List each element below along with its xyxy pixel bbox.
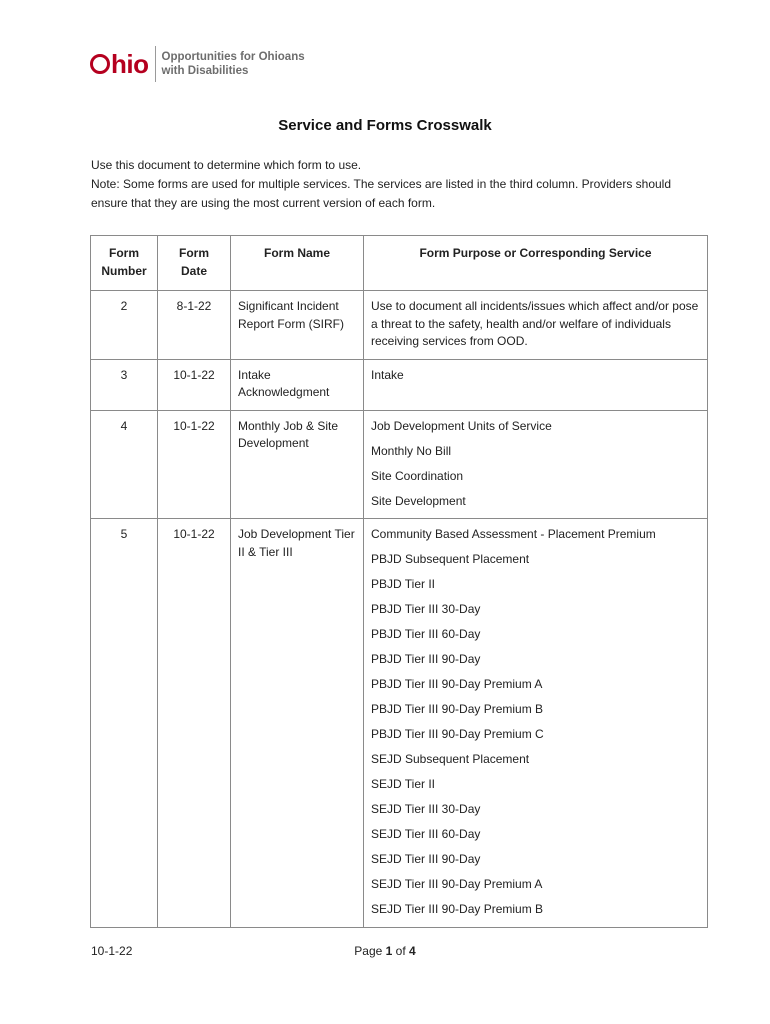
service-item: SEJD Tier III 30-Day [371,802,481,816]
service-item: Job Development Units of Service [371,418,552,433]
service-item: PBJD Tier III 90-Day Premium B [371,702,544,716]
ohio-wordmark [90,51,149,77]
cell-form-date: 10-1-22 [158,410,231,519]
service-item: PBJD Tier III 90-Day [371,652,481,666]
header-form-purpose: Form Purpose or Corresponding Service [364,236,708,291]
cell-form-name: Monthly Job & Site Development [231,410,364,519]
ohio-o-ring-icon [90,54,110,74]
cell-form-number: 5 [91,519,158,928]
service-item: Site Coordination [371,468,464,483]
service-item: SEJD Tier III 90-Day Premium A [371,877,543,891]
service-item: SEJD Tier III 60-Day [371,827,481,841]
footer-date: 10-1-22 [91,944,133,958]
service-item: Use to document all incidents/issues which affect and/or pose a threat to the safety, health and/or welfare of individuals receiving services from OOD. [371,299,699,348]
service-item: Monthly No Bill [371,443,452,458]
service-item: Community Based Assessment - Placement Premium [371,527,656,541]
service-item: SEJD Tier III 90-Day [371,852,481,866]
service-item: PBJD Tier III 30-Day [371,602,481,616]
cell-form-number: 3 [91,359,158,410]
cell-form-purpose [364,291,708,360]
service-item: Site Development [371,493,466,508]
header-form-name: Form Name [231,236,364,291]
table-row [91,410,708,519]
ohio-wordmark-text: hio [111,49,149,79]
service-item: PBJD Tier III 90-Day Premium C [371,727,544,741]
page-word: Page [354,944,383,958]
logo-tagline [162,50,305,78]
page-title: Service and Forms Crosswalk [278,117,492,134]
intro-text [91,156,711,213]
intro-line-2: Note: Some forms are used for multiple services. The services are listed in the third column. Providers should ensure that they are using the most current version of each form. [91,177,672,210]
cell-form-purpose [364,410,708,519]
table-row [91,359,708,410]
ohio-ood-logo [90,44,305,84]
service-item: PBJD Tier II [371,577,436,591]
service-item: SEJD Tier II [371,777,436,791]
page-total: 4 [409,944,416,958]
page-of: of [395,944,406,958]
cell-form-date: 10-1-22 [158,519,231,928]
cell-form-name: Job Development Tier II & Tier III [231,519,364,928]
service-item: Intake [371,367,404,382]
header-form-number: Form Number [91,236,158,291]
service-item: SEJD Tier III 90-Day Premium B [371,902,544,916]
cell-form-number: 4 [91,410,158,519]
service-item: PBJD Tier III 60-Day [371,627,481,641]
crosswalk-table [90,235,708,928]
tagline-line-2: with Disabilities [161,65,249,77]
cell-form-purpose [364,519,708,928]
table-header-row [91,236,708,291]
cell-form-name: Significant Incident Report Form (SIRF) [231,291,364,360]
header-form-date: Form Date [158,236,231,291]
cell-form-number: 2 [91,291,158,360]
logo-divider [155,46,156,82]
footer-page-number [0,944,770,958]
table-row [91,519,708,928]
service-item: SEJD Subsequent Placement [371,752,530,766]
cell-form-date: 8-1-22 [158,291,231,360]
service-item: PBJD Subsequent Placement [371,552,530,566]
service-item: PBJD Tier III 90-Day Premium A [371,677,543,691]
tagline-line-1: Opportunities for Ohioans [161,51,305,63]
cell-form-name: Intake Acknowledgment [231,359,364,410]
cell-form-date: 10-1-22 [158,359,231,410]
table-row [91,291,708,360]
intro-line-1: Use this document to determine which form to use. [91,158,362,172]
cell-form-purpose [364,359,708,410]
page-current: 1 [385,944,393,958]
